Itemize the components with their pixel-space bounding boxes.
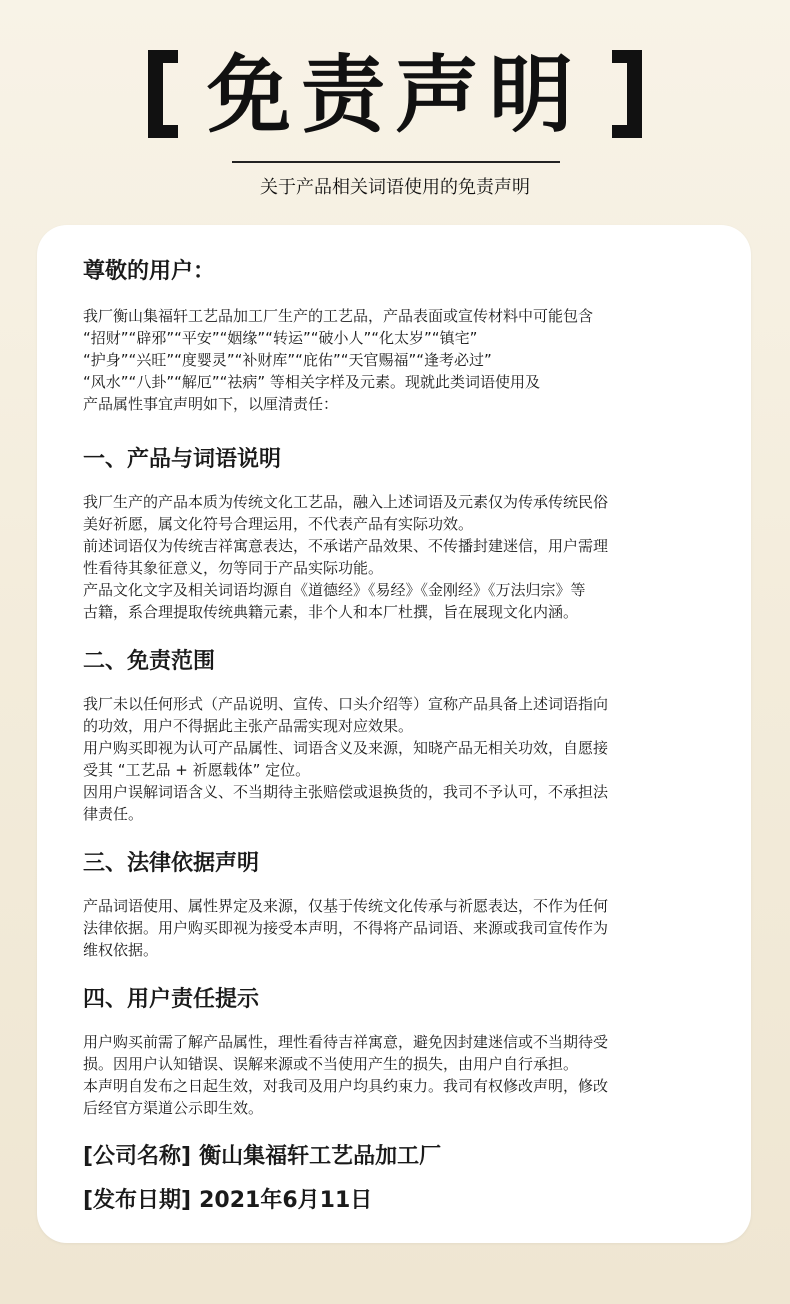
section-line: 古籍，系合理提取传统典籍元素，非个人和本厂杜撰，旨在展现文化内涵。 <box>83 603 579 621</box>
title-row <box>0 40 790 150</box>
publish-date-row <box>83 1185 713 1217</box>
company-name: 衡山集福轩工艺品加工厂 <box>199 1144 442 1169</box>
section-line: 后经官方渠道公示即生效。 <box>83 1099 264 1117</box>
section-line: 的功效，用户不得据此主张产品需实现对应效果。 <box>83 717 414 735</box>
intro-line: “风水”“八卦”“解厄”“祛病” 等相关字样及元素。现就此类词语使用及 <box>83 373 540 391</box>
publish-date-label: [发布日期] <box>83 1188 192 1213</box>
section-body <box>83 895 713 961</box>
section-line: 损。因用户认知错误、误解来源或不当使用产生的损失，由用户自行承担。 <box>83 1055 579 1073</box>
section-body <box>83 693 713 825</box>
section-heading: 四、用户责任提示 <box>83 987 260 1012</box>
section-line: 产品文化文字及相关词语均源自《道德经》《易经》《金刚经》《万法归宗》等 <box>83 581 586 599</box>
card-content <box>83 255 713 1217</box>
section-line: 性看待其象征意义，勿等同于产品实际功能。 <box>83 559 384 577</box>
greeting: 尊敬的用户： <box>83 259 216 284</box>
company-row <box>83 1141 713 1173</box>
company-label: [公司名称] <box>83 1144 192 1169</box>
section-heading: 一、产品与词语说明 <box>83 447 282 472</box>
intro-paragraph <box>83 305 713 415</box>
intro-line: 产品属性事宜声明如下，以厘清责任： <box>83 395 339 413</box>
page-title: 免责声明 <box>206 46 583 144</box>
title-divider <box>232 161 560 163</box>
section-heading: 二、免责范围 <box>83 649 216 674</box>
header <box>0 0 790 225</box>
right-bracket <box>612 50 642 138</box>
section-line: 美好祈愿，属文化符号合理运用，不代表产品有实际功效。 <box>83 515 474 533</box>
section-line: 本声明自发布之日起生效，对我司及用户均具约束力。我司有权修改声明，修改 <box>83 1077 609 1095</box>
section-line: 受其 “工艺品 + 祈愿载体” 定位。 <box>83 761 311 779</box>
section-body <box>83 1031 713 1119</box>
section-line: 产品词语使用、属性界定及来源，仅基于传统文化传承与祈愿表达，不作为任何 <box>83 897 609 915</box>
section-line: 我厂生产的产品本质为传统文化工艺品，融入上述词语及元素仅为传承传统民俗 <box>83 493 609 511</box>
section-line: 用户购买前需了解产品属性，理性看待吉祥寓意，避免因封建迷信或不当期待受 <box>83 1033 609 1051</box>
section-line: 我厂未以任何形式（产品说明、宣传、口头介绍等）宣称产品具备上述词语指向 <box>83 695 609 713</box>
section-body <box>83 491 713 623</box>
section-line: 用户购买即视为认可产品属性、词语含义及来源，知晓产品无相关功效，自愿接 <box>83 739 609 757</box>
section-line: 维权依据。 <box>83 941 159 959</box>
section-line: 因用户误解词语含义、不当期待主张赔偿或退换货的，我司不予认可，不承担法 <box>83 783 609 801</box>
intro-line: 我厂衡山集福轩工艺品加工厂生产的工艺品，产品表面或宣传材料中可能包含 <box>83 307 594 325</box>
section-line: 律责任。 <box>83 805 144 823</box>
page-subtitle: 关于产品相关词语使用的免责声明 <box>260 177 530 198</box>
publish-date: 2021年6月11日 <box>199 1188 373 1213</box>
section-heading: 三、法律依据声明 <box>83 851 260 876</box>
section-line: 前述词语仅为传统吉祥寓意表达，不承诺产品效果、不传播封建迷信，用户需理 <box>83 537 609 555</box>
disclaimer-card <box>37 225 751 1243</box>
intro-line: “招财”“辟邪”“平安”“姻缘”“转运”“破小人”“化太岁”“镇宅” <box>83 329 478 347</box>
section-line: 法律依据。用户购买即视为接受本声明，不得将产品词语、来源或我司宣传作为 <box>83 919 609 937</box>
intro-line: “护身”“兴旺”“度婴灵”“补财库”“庇佑”“天官赐福”“逢考必过” <box>83 351 492 369</box>
